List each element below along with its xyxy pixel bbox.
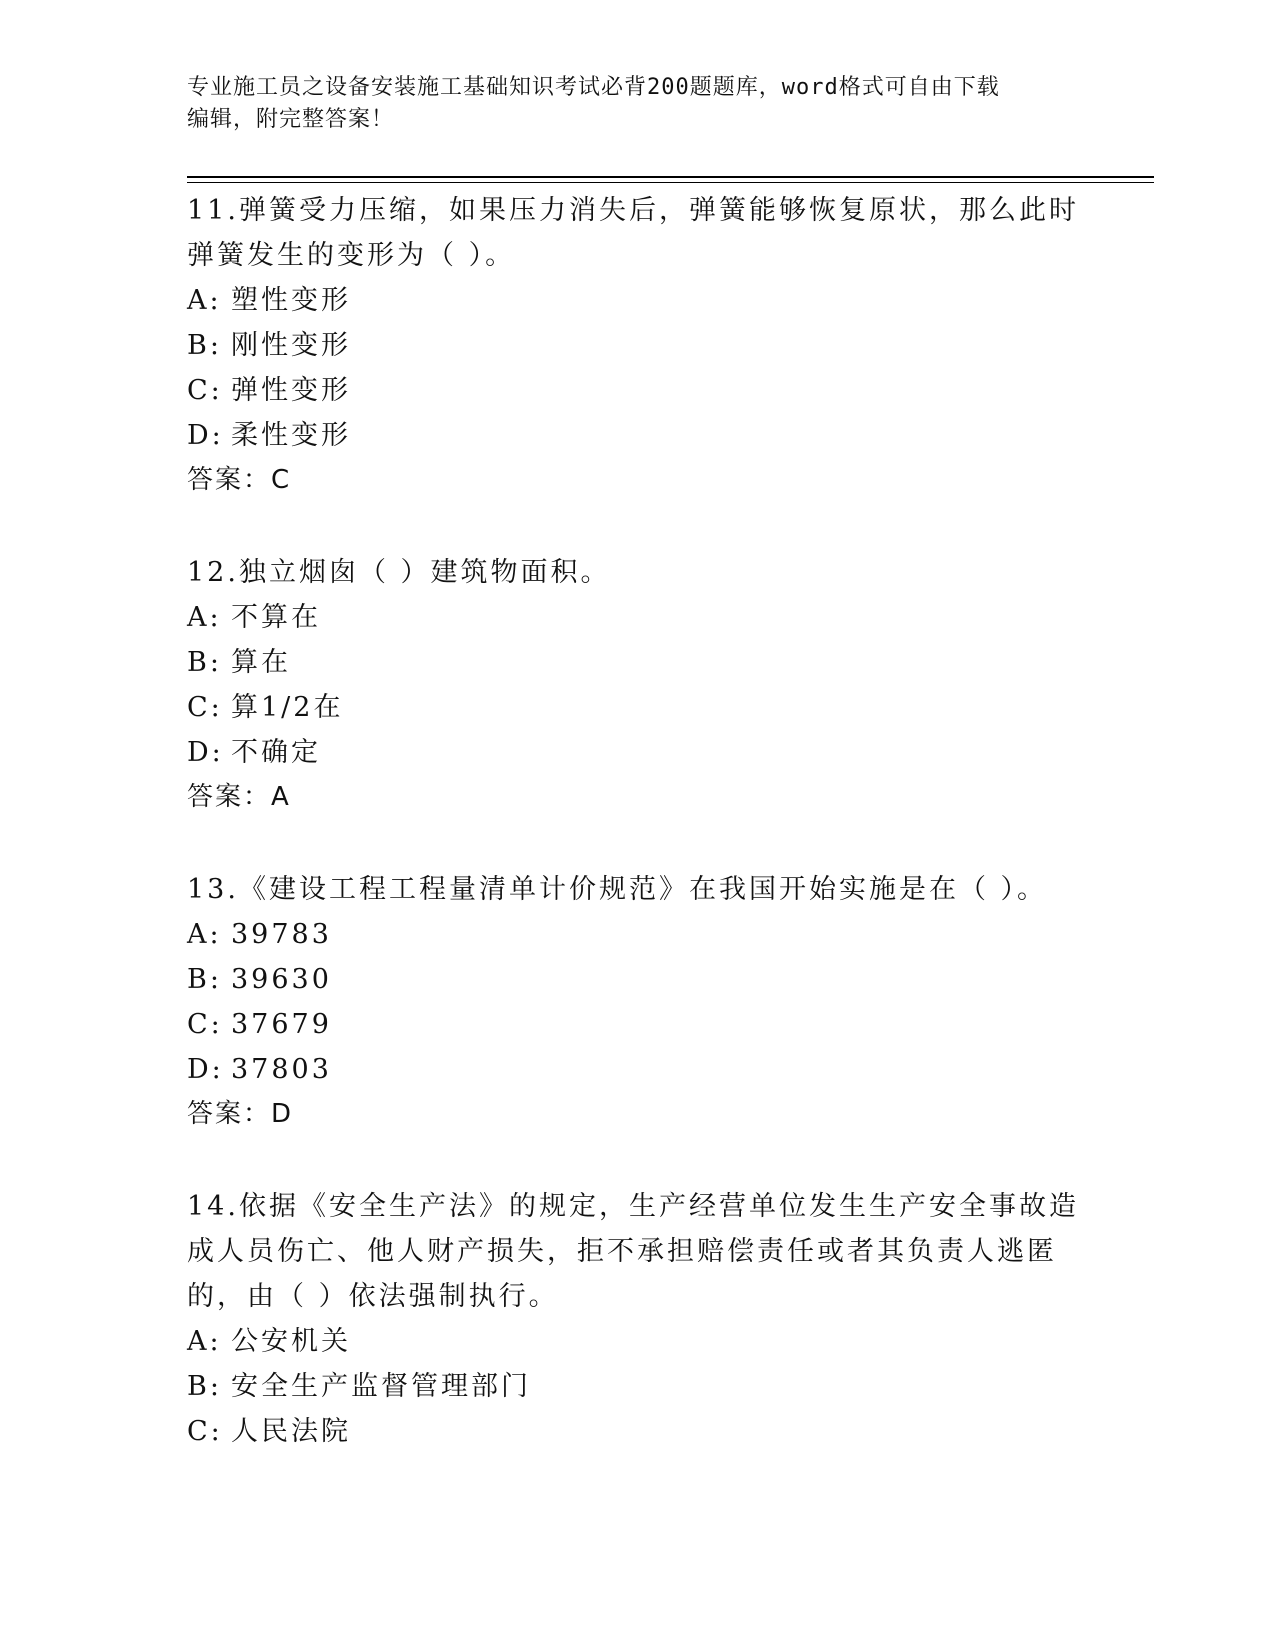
header-line-1: 专业施工员之设备安装施工基础知识考试必背200题题库，word格式可自由下载 [187,75,1000,100]
option-key: A: [187,1326,222,1357]
option-b [187,323,1087,368]
option-d [187,1047,1087,1092]
document-header [187,72,1087,136]
option-key: B: [187,330,222,361]
option-text: 安全生产监督管理部门 [231,1371,531,1402]
option-key: A: [187,919,222,950]
option-key: C: [187,1416,223,1447]
question-list [187,188,1087,1501]
option-key: C: [187,692,223,723]
option-text: 刚性变形 [231,330,351,361]
option-key: B: [187,647,222,678]
option-key: C: [187,375,223,406]
option-b [187,957,1087,1002]
question-stem: 11.弹簧受力压缩，如果压力消失后，弹簧能够恢复原状，那么此时弹簧发生的变形为（ ）。 [187,195,1079,271]
option-c [187,368,1087,413]
answer-label: 答案：D [187,1099,294,1129]
option-d [187,730,1087,775]
header-line-2: 编辑，附完整答案！ [187,107,395,132]
option-text: 公安机关 [231,1326,351,1357]
option-text: 37679 [231,1009,332,1040]
option-key: B: [187,1371,222,1402]
option-text: 人民法院 [231,1416,351,1447]
option-text: 39783 [231,919,332,950]
option-text: 37803 [231,1054,332,1085]
option-b [187,640,1087,685]
option-c [187,1409,1087,1454]
option-text: 塑性变形 [231,285,351,316]
option-key: C: [187,1009,223,1040]
question-14 [187,1184,1087,1454]
option-b [187,1364,1087,1409]
question-stem: 14.依据《安全生产法》的规定，生产经营单位发生生产安全事故造成人员伤亡、他人财产损失，拒不承担赔偿责任或者其负责人逃匿的，由（ ）依法强制执行。 [187,1191,1079,1312]
option-text: 39630 [231,964,332,995]
option-key: A: [187,602,222,633]
option-key: A: [187,285,222,316]
option-text: 不算在 [231,602,321,633]
option-d [187,413,1087,458]
option-key: B: [187,964,222,995]
question-12 [187,550,1087,820]
question-stem: 13.《建设工程工程量清单计价规范》在我国开始实施是在（ ）。 [187,874,1048,905]
option-a [187,912,1087,957]
answer-label: 答案：C [187,465,292,495]
option-c [187,685,1087,730]
option-text: 算在 [231,647,291,678]
answer-label: 答案：A [187,782,291,812]
option-text: 算1/2在 [231,692,344,723]
option-text: 弹性变形 [231,375,351,406]
option-c [187,1002,1087,1047]
question-stem: 12.独立烟囱（ ）建筑物面积。 [187,557,611,588]
header-divider-thin [187,182,1154,183]
question-13 [187,867,1087,1137]
option-a [187,1319,1087,1364]
option-a [187,595,1087,640]
option-key: D: [187,1054,224,1085]
option-key: D: [187,737,224,768]
option-text: 不确定 [231,737,321,768]
question-11 [187,188,1087,503]
header-divider-thick [187,176,1154,178]
option-key: D: [187,420,224,451]
option-a [187,278,1087,323]
option-text: 柔性变形 [231,420,351,451]
